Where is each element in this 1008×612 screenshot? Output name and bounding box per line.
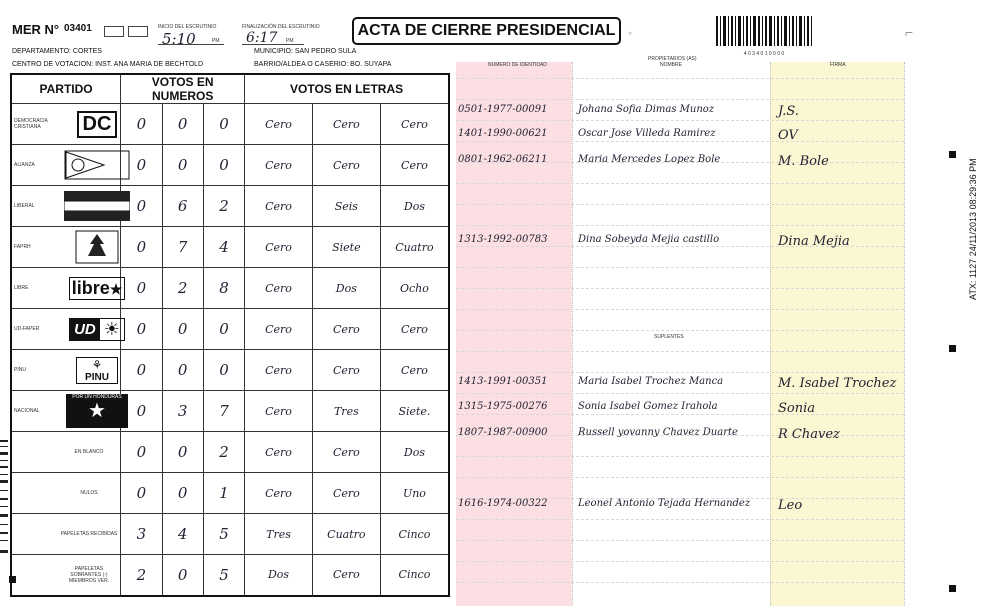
municipio: MUNICIPIO: SAN PEDRO SULA (254, 48, 357, 55)
total-label: PAPELETAS RECIBIDAS (60, 531, 118, 537)
vote-word: Cero (245, 268, 313, 309)
party-logo (64, 394, 130, 428)
total-cell (11, 473, 121, 514)
party-name: PINU (14, 367, 26, 373)
total-word: Cero (312, 555, 380, 596)
liberal-flag-icon (64, 191, 130, 221)
vote-digit: 0 (121, 145, 162, 186)
total-digit: 5 (203, 514, 244, 555)
signer-id: 1807-1987-00900 (458, 427, 548, 438)
vote-digit: 0 (162, 309, 203, 350)
row-guide-line (456, 288, 904, 289)
vote-word: Cero (380, 309, 449, 350)
total-label: NULOS (80, 490, 98, 496)
ud-logo-icon: UD ☀ (69, 318, 125, 341)
total-digit: 0 (121, 432, 162, 473)
party-name: ALIANZA (14, 162, 35, 168)
party-row (11, 104, 449, 145)
vote-word: Cero (245, 309, 313, 350)
row-guide-line (456, 372, 904, 373)
vote-digit: 0 (121, 309, 162, 350)
party-row (11, 350, 449, 391)
party-logo (64, 107, 130, 141)
inicio-label: INICIO DEL ESCRUTINIO (158, 24, 217, 30)
signer-signature: R Chavez (778, 427, 840, 442)
vote-digit: 4 (203, 227, 244, 268)
centro-votacion: CENTRO DE VOTACION: INST. ANA MARIA DE BECHTOLD (12, 61, 204, 68)
vote-word: Cero (245, 350, 313, 391)
vote-digit: 0 (203, 145, 244, 186)
row-guide-line (456, 225, 904, 226)
signer-signature: J.S. (778, 104, 799, 119)
col-identidad: NUMERO DE IDENTIDAD (488, 62, 547, 68)
total-word: Cero (312, 432, 380, 473)
party-name: LIBERAL (14, 203, 35, 209)
party-logo (64, 230, 130, 264)
column-divider (572, 62, 573, 606)
row-guide-line (456, 540, 904, 541)
vote-word: Ocho (380, 268, 449, 309)
dc-logo-icon: DC (77, 111, 118, 138)
row-guide-line (456, 120, 904, 121)
row-guide-line (456, 582, 904, 583)
mer-label: MER N° (12, 22, 60, 37)
corner-mark-icon: ◦ (628, 26, 633, 40)
total-word: Dos (380, 432, 449, 473)
vote-word: Cero (312, 309, 380, 350)
fin-ampm: PM (286, 38, 294, 44)
vote-word: Cero (245, 104, 313, 145)
col-propietarios: PROPIETARIOS (AS) (648, 56, 697, 62)
party-cell (11, 268, 121, 309)
votes-table (10, 73, 450, 597)
document-title: ACTA DE CIERRE PRESIDENCIAL (352, 17, 621, 45)
total-cell (11, 432, 121, 473)
total-row (11, 555, 449, 596)
header-letras: VOTOS EN LETRAS (245, 74, 449, 104)
signer-signature: Sonia (778, 401, 816, 416)
signer-id: 1401-1990-00621 (458, 128, 548, 139)
row-guide-line (456, 519, 904, 520)
party-icon (128, 26, 148, 37)
vote-digit: 0 (162, 145, 203, 186)
header-icons (104, 24, 148, 42)
party-row (11, 227, 449, 268)
vote-word: Cero (312, 350, 380, 391)
vote-word: Cero (312, 145, 380, 186)
divider (158, 44, 224, 45)
signer-signature: OV (778, 128, 798, 143)
table-header-row (11, 74, 449, 104)
row-guide-line (456, 456, 904, 457)
barcode-icon (716, 16, 812, 46)
signer-name: Sonia Isabel Gomez Irahola (578, 401, 718, 412)
vote-word: Dos (312, 268, 380, 309)
divider (242, 44, 304, 45)
signer-id: 1616-1974-00322 (458, 498, 548, 509)
vote-digit: 2 (203, 186, 244, 227)
party-logo (64, 312, 130, 346)
party-cell (11, 309, 121, 350)
side-barcode (0, 440, 8, 570)
vote-digit: 7 (162, 227, 203, 268)
signer-name: Maria Mercedes Lopez Bole (578, 154, 721, 165)
vote-word: Cero (380, 350, 449, 391)
total-label: PAPELETAS SOBRANTES (-) MIEMBROS VER. (68, 565, 110, 584)
vote-digit: 0 (162, 350, 203, 391)
row-guide-line (456, 309, 904, 310)
total-digit: 5 (203, 555, 244, 596)
signer-signature: Dina Mejia (778, 234, 850, 249)
pinu-logo-icon: ⚘ PINU (76, 357, 118, 384)
vote-digit: 0 (203, 104, 244, 145)
party-cell (11, 104, 121, 145)
fin-time: 6:17 (246, 30, 278, 46)
faprh-emblem-icon (64, 230, 130, 264)
vote-digit: 0 (162, 104, 203, 145)
total-digit: 2 (203, 432, 244, 473)
signer-name: Johana Sofia Dimas Munoz (578, 104, 715, 115)
total-word: Cinco (380, 555, 449, 596)
header-numeros: VOTOS EN NUMEROS (121, 74, 245, 104)
row-guide-line (456, 99, 904, 100)
party-logo (64, 148, 130, 182)
signer-name: Leonel Antonio Tejada Hernandez (578, 498, 751, 509)
vote-word: Cero (245, 227, 313, 268)
vote-digit: 6 (162, 186, 203, 227)
nacional-logo-icon: POR UN HONDURAS ★ (66, 394, 128, 428)
row-guide-line (456, 267, 904, 268)
barcode-number: 4 0 3 4 0 1 0 0 0 0 (743, 51, 785, 57)
vote-word: Siete (312, 227, 380, 268)
row-guide-line (456, 414, 904, 415)
column-divider (770, 62, 771, 606)
total-digit: 0 (162, 473, 203, 514)
signer-name: Oscar Jose Villeda Ramirez (578, 128, 716, 139)
vote-word: Siete. (380, 391, 449, 432)
barcode (716, 16, 812, 57)
party-cell (11, 186, 121, 227)
col-nombre: NOMBRE (660, 62, 682, 68)
party-cell (11, 145, 121, 186)
party-cell (11, 350, 121, 391)
total-row (11, 514, 449, 555)
party-row (11, 268, 449, 309)
row-guide-line (456, 204, 904, 205)
libre-logo-icon: libre★ (69, 277, 126, 300)
mer-number: 03401 (64, 23, 92, 34)
row-guide-line (456, 183, 904, 184)
party-icon (104, 26, 124, 37)
scan-marker (949, 151, 956, 158)
vote-digit: 0 (203, 309, 244, 350)
scan-timestamp: ATX: 1127 24/11/2013 08:29:36 PM (968, 158, 978, 300)
vote-digit: 0 (121, 268, 162, 309)
signer-name: Dina Sobeyda Mejia castillo (578, 234, 720, 245)
party-name: LIBRE (14, 285, 29, 291)
vote-digit: 8 (203, 268, 244, 309)
party-row (11, 309, 449, 350)
signer-id: 1413-1991-00351 (458, 376, 548, 387)
party-logo (64, 189, 130, 223)
total-word: Tres (245, 514, 313, 555)
vote-digit: 3 (162, 391, 203, 432)
total-digit: 0 (121, 473, 162, 514)
signer-name: Maria Isabel Trochez Manca (578, 376, 724, 387)
total-word: Cuatro (312, 514, 380, 555)
party-logo (64, 271, 130, 305)
row-guide-line (456, 78, 904, 79)
total-word: Cero (245, 432, 313, 473)
nacional-logo-text: POR UN HONDURAS (72, 394, 122, 400)
departamento: DEPARTAMENTO: CORTES (12, 48, 102, 55)
scan-marker (9, 576, 16, 583)
party-name: DEMOCRACIA CRISTIANA (14, 118, 48, 130)
vote-word: Cero (245, 145, 313, 186)
vote-word: Cero (380, 104, 449, 145)
party-cell (11, 227, 121, 268)
party-name: FAPRH (14, 244, 31, 250)
vote-word: Cero (245, 391, 313, 432)
signer-id: 1315-1975-00276 (458, 401, 548, 412)
vote-digit: 0 (121, 104, 162, 145)
inicio-ampm: PM (212, 38, 220, 44)
scan-marker (949, 585, 956, 592)
vote-word: Cero (380, 145, 449, 186)
vote-word: Seis (312, 186, 380, 227)
total-label: EN BLANCO (74, 449, 104, 455)
header-partido: PARTIDO (11, 74, 121, 104)
row-guide-line (456, 477, 904, 478)
row-guide-line (456, 351, 904, 352)
total-word: Cero (312, 473, 380, 514)
vote-digit: 0 (121, 350, 162, 391)
total-word: Dos (245, 555, 313, 596)
party-row (11, 391, 449, 432)
vote-word: Cero (245, 186, 313, 227)
col-firma: FIRMA (830, 62, 846, 68)
party-name: UD-FAPER (14, 326, 40, 332)
signer-id: 0801-1962-06211 (458, 154, 548, 165)
suplentes-label: SUPLENTES (654, 334, 684, 340)
inicio-time: 5:10 (162, 30, 196, 48)
vote-digit: 0 (121, 186, 162, 227)
total-digit: 1 (203, 473, 244, 514)
total-digit: 0 (162, 555, 203, 596)
total-row (11, 432, 449, 473)
alianza-logo-icon (64, 150, 130, 180)
vote-word: Cero (312, 104, 380, 145)
signer-signature: M. Bole (778, 154, 829, 169)
total-digit: 4 (162, 514, 203, 555)
total-cell (11, 514, 121, 555)
row-guide-line (456, 561, 904, 562)
party-row (11, 186, 449, 227)
signer-signature: Leo (778, 498, 803, 513)
row-guide-line (456, 393, 904, 394)
row-guide-line (456, 330, 904, 331)
vote-digit: 0 (203, 350, 244, 391)
id-column-shade (456, 62, 572, 606)
total-word: Cinco (380, 514, 449, 555)
total-word: Uno (380, 473, 449, 514)
total-word: Cero (245, 473, 313, 514)
party-name: NACIONAL (14, 408, 40, 414)
signer-signature: M. Isabel Trochez (778, 376, 897, 391)
vote-digit: 0 (121, 391, 162, 432)
vote-word: Tres (312, 391, 380, 432)
vote-digit: 0 (121, 227, 162, 268)
total-digit: 3 (121, 514, 162, 555)
total-row (11, 473, 449, 514)
vote-word: Cuatro (380, 227, 449, 268)
party-row (11, 145, 449, 186)
signer-name: Russell yovanny Chavez Duarte (578, 427, 738, 438)
barcode-icon (0, 440, 8, 570)
corner-mark-icon: ⌐ (905, 24, 914, 40)
column-divider (904, 62, 905, 606)
row-guide-line (456, 141, 904, 142)
signer-id: 0501-1977-00091 (458, 104, 548, 115)
vote-digit: 2 (162, 268, 203, 309)
barrio: BARRIO/ALDEA O CASERIO: BO. SUYAPA (254, 61, 392, 68)
vote-digit: 7 (203, 391, 244, 432)
signer-id: 1313-1992-00783 (458, 234, 548, 245)
total-digit: 2 (121, 555, 162, 596)
party-logo (64, 353, 130, 387)
scan-marker (949, 345, 956, 352)
vote-word: Dos (380, 186, 449, 227)
firma-column-shade (770, 62, 904, 606)
fin-label: FINALIZACIÓN DEL ESCRUTINIO (242, 24, 320, 30)
total-digit: 0 (162, 432, 203, 473)
party-cell (11, 391, 121, 432)
total-cell (11, 555, 121, 596)
